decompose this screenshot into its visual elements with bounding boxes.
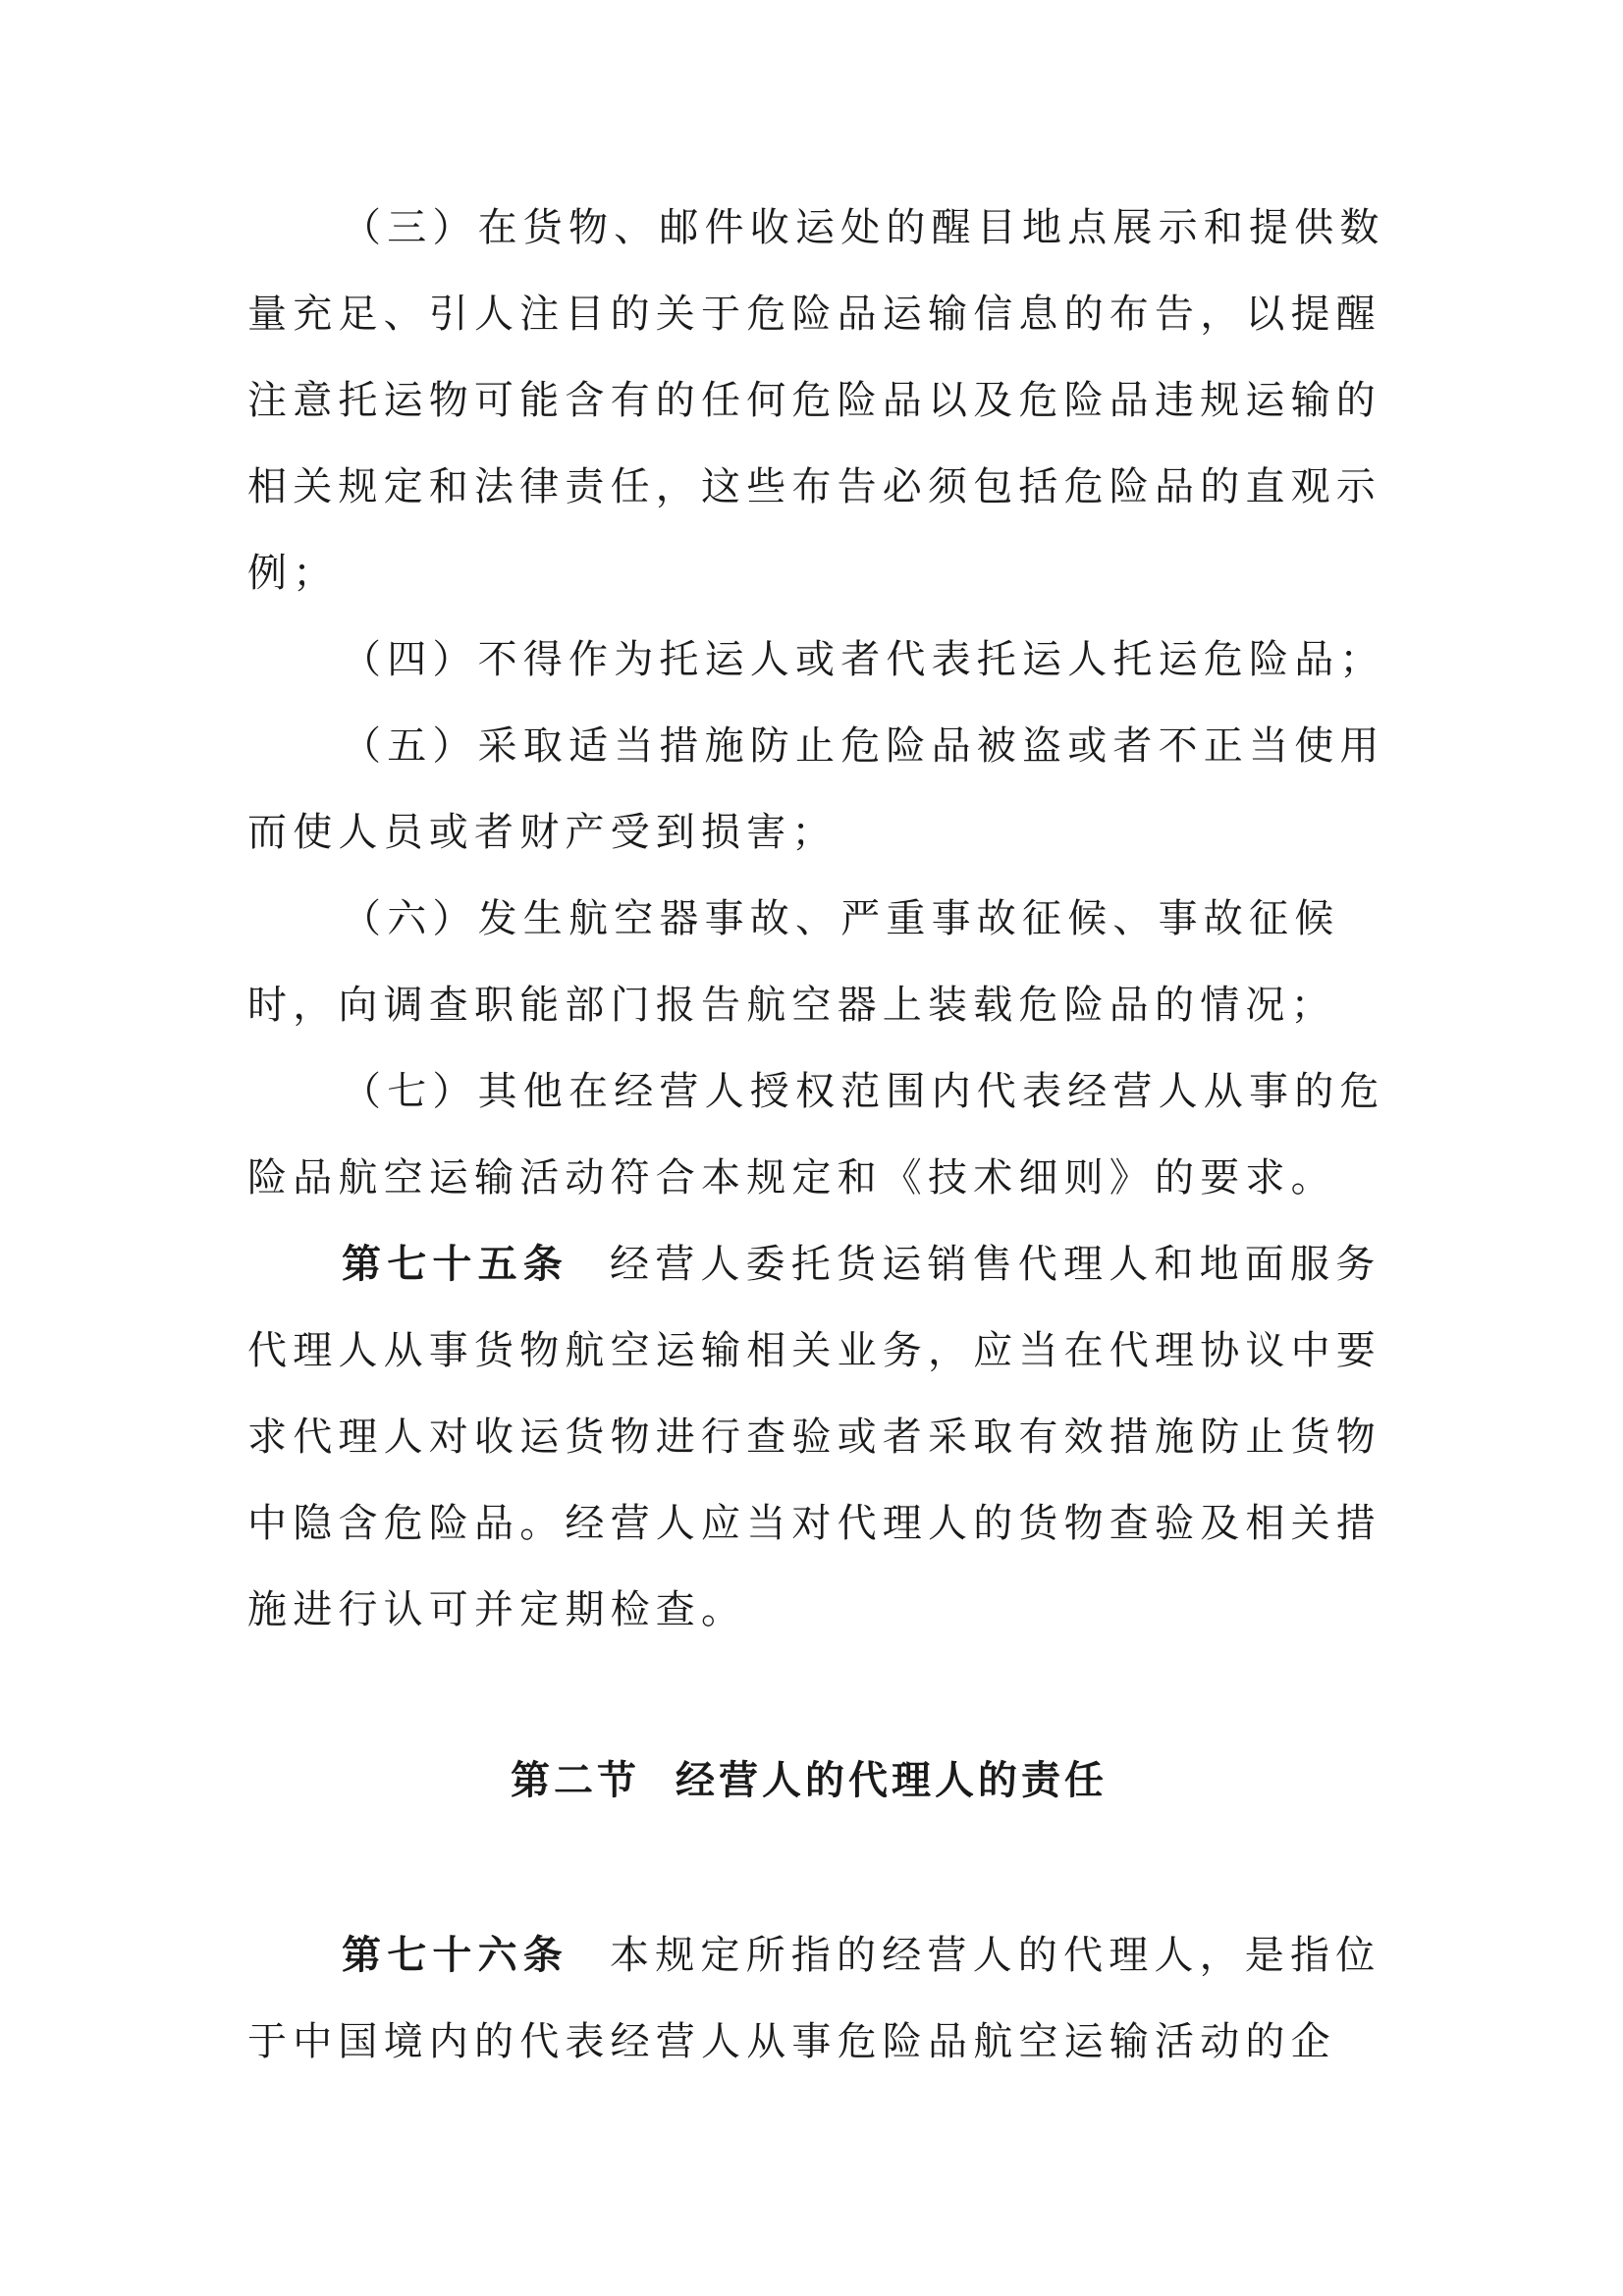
section-number: 第二节 <box>511 1758 640 1803</box>
item7-line-2: 险品航空运输活动符合本规定和《技术细则》的要求。 <box>247 1155 1336 1201</box>
article76-first-text: 本规定所指的经营人的代理人，是指位 <box>610 1933 1381 1978</box>
item5-line-1: （五）采取适当措施防止危险品被盗或者不正当使用 <box>342 723 1385 769</box>
article76-number: 第七十六条 <box>342 1933 568 1978</box>
item5-line-2: 而使人员或者财产受到损害； <box>247 810 838 855</box>
section-title-text: 经营人的代理人的责任 <box>676 1758 1108 1803</box>
item6-line-1: （六）发生航空器事故、严重事故征候、事故征候 <box>342 896 1340 941</box>
article75-first-text: 经营人委托货运销售代理人和地面服务 <box>610 1242 1381 1287</box>
item4-line-1: （四）不得作为托运人或者代表托运人托运危险品； <box>342 637 1385 682</box>
article75-line-2: 代理人从事货物航空运输相关业务，应当在代理协议中要 <box>247 1328 1381 1373</box>
item3-line-1: （三）在货物、邮件收运处的醒目地点展示和提供数 <box>342 205 1385 250</box>
article76-first-line <box>342 1932 1380 1979</box>
item3-line-2: 量充足、引人注目的关于危险品运输信息的布告，以提醒 <box>247 292 1381 337</box>
item6-line-2: 时，向调查职能部门报告航空器上装载危险品的情况； <box>247 983 1336 1028</box>
section-heading <box>511 1757 1108 1804</box>
article75-line-4: 中隐含危险品。经营人应当对代理人的货物查验及相关措 <box>247 1501 1381 1546</box>
article75-first-line <box>342 1241 1380 1288</box>
article76-line-2: 于中国境内的代表经营人从事危险品航空运输活动的企 <box>247 2019 1336 2064</box>
item3-line-3: 注意托运物可能含有的任何危险品以及危险品违规运输的 <box>247 378 1381 423</box>
item7-line-1: （七）其他在经营人授权范围内代表经营人从事的危 <box>342 1069 1385 1114</box>
item3-line-5: 例； <box>247 551 339 596</box>
article75-line-5: 施进行认可并定期检查。 <box>247 1587 747 1632</box>
article75-number: 第七十五条 <box>342 1242 568 1287</box>
item3-line-4: 相关规定和法律责任，这些布告必须包括危险品的直观示 <box>247 464 1381 509</box>
article75-line-3: 求代理人对收运货物进行查验或者采取有效措施防止货物 <box>247 1415 1381 1460</box>
